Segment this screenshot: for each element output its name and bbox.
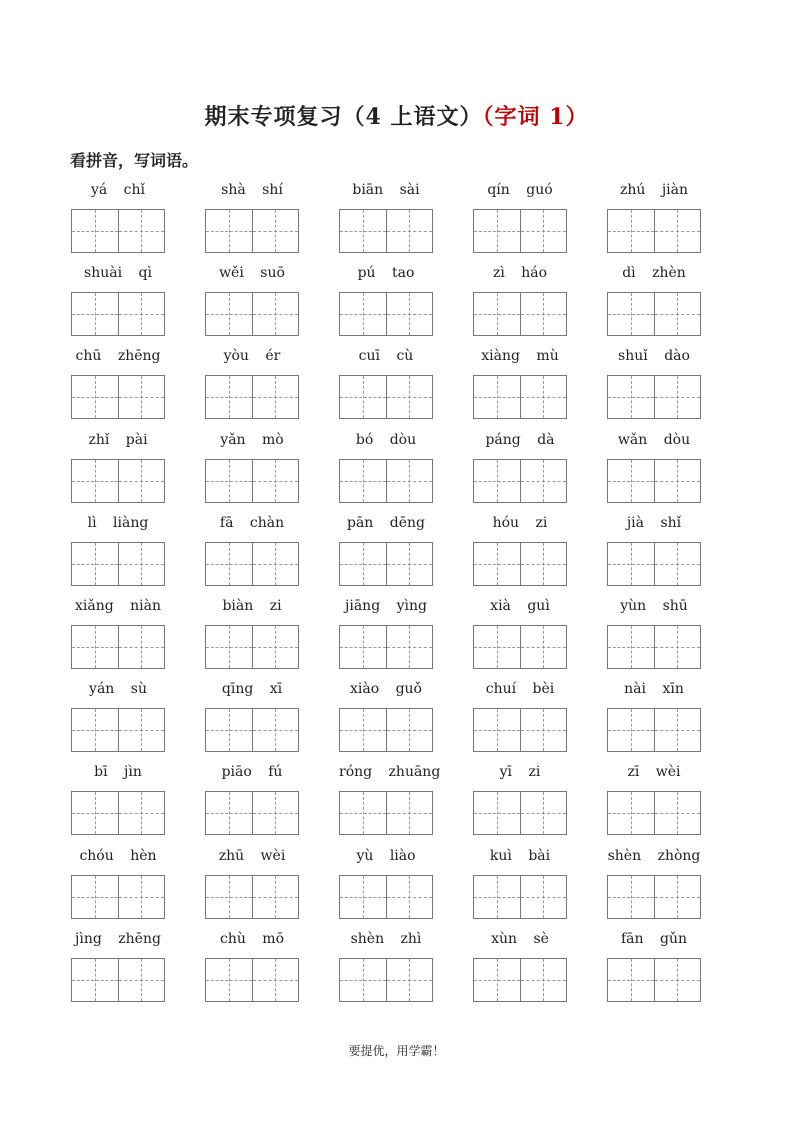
pinyin-label: fā chàn [219,515,285,531]
pinyin-label: cuī cù [358,348,414,364]
pinyin-label: shèn zhì [350,931,422,947]
character-box[interactable] [654,460,701,502]
writing-box-pair[interactable] [607,958,701,1002]
writing-box-pair[interactable] [473,958,567,1002]
character-box[interactable] [72,876,118,918]
word-cell [71,182,165,202]
character-box[interactable] [520,293,567,335]
character-box[interactable] [654,376,701,418]
writing-box-pair[interactable] [205,542,299,586]
writing-box-pair[interactable] [339,292,433,336]
pinyin-label: xiào guǒ [349,681,422,697]
word-cell [607,182,701,202]
character-box[interactable] [386,293,433,335]
page-title [0,100,793,131]
word-cell [607,848,701,868]
writing-box-pair[interactable] [339,625,433,669]
word-cell [71,348,165,368]
writing-box-pair[interactable] [71,791,165,835]
writing-box-pair[interactable] [473,875,567,919]
character-box[interactable] [608,709,654,751]
writing-box-pair[interactable] [205,708,299,752]
character-box[interactable] [252,792,299,834]
character-box[interactable] [654,210,701,252]
character-box[interactable] [206,543,252,585]
word-cell [339,265,433,285]
word-cell [473,515,567,535]
pinyin-label: chù mō [219,931,285,947]
writing-box-pair[interactable] [339,791,433,835]
character-box[interactable] [474,460,520,502]
writing-box-pair[interactable] [71,958,165,1002]
character-box[interactable] [72,376,118,418]
word-cell [205,265,299,285]
character-box[interactable] [340,210,386,252]
character-box[interactable] [608,626,654,668]
pinyin-label: lì liàng [87,515,149,531]
character-box[interactable] [608,460,654,502]
character-box[interactable] [608,792,654,834]
pinyin-label: fān gǔn [621,931,687,947]
pinyin-label: shuài qì [84,265,152,281]
writing-box-pair[interactable] [71,625,165,669]
word-cell [607,598,701,618]
pinyin-label: bó dòu [355,432,417,448]
character-box[interactable] [608,543,654,585]
word-cell [607,348,701,368]
word-cell [205,182,299,202]
writing-box-pair[interactable] [607,209,701,253]
writing-box-pair[interactable] [71,292,165,336]
writing-box-pair[interactable] [205,875,299,919]
word-cell [205,515,299,535]
character-box[interactable] [206,876,252,918]
writing-box-pair[interactable] [71,875,165,919]
word-cell [71,764,165,784]
writing-box-pair[interactable] [607,708,701,752]
pinyin-label: xiàng mù [481,348,559,364]
instruction: 看拼音，写词语。 [70,151,199,170]
pinyin-label: hóu zi [492,515,548,531]
pinyin-label: shèn zhòng [607,848,701,864]
character-box[interactable] [72,626,118,668]
character-box[interactable] [520,876,567,918]
character-box[interactable] [118,210,165,252]
character-box[interactable] [608,293,654,335]
word-cell [339,931,433,951]
pinyin-label: pú tao [357,265,415,281]
pinyin-label: róng zhuāng [339,764,441,780]
writing-box-pair[interactable] [339,542,433,586]
character-box[interactable] [520,709,567,751]
writing-box-pair[interactable] [205,459,299,503]
word-cell [205,348,299,368]
word-cell [339,764,441,784]
writing-box-pair[interactable] [71,459,165,503]
character-box[interactable] [386,376,433,418]
pinyin-label: nài xīn [624,681,684,697]
character-box[interactable] [386,543,433,585]
pinyin-label: yán sù [89,681,147,697]
character-box[interactable] [654,792,701,834]
character-box[interactable] [386,210,433,252]
character-box[interactable] [340,959,386,1001]
character-box[interactable] [206,210,252,252]
word-cell [473,681,567,701]
writing-box-pair[interactable] [205,791,299,835]
character-box[interactable] [474,792,520,834]
pinyin-label: yòu ér [223,348,281,364]
character-box[interactable] [386,959,433,1001]
character-box[interactable] [520,959,567,1001]
character-box[interactable] [252,460,299,502]
word-cell [71,515,165,535]
character-box[interactable] [608,376,654,418]
pinyin-label: piāo fú [221,764,283,780]
writing-box-pair[interactable] [339,708,433,752]
pinyin-label: zī wèi [627,764,681,780]
word-cell [607,432,701,452]
word-cell [205,848,299,868]
character-box[interactable] [118,876,165,918]
writing-box-pair[interactable] [473,459,567,503]
character-box[interactable] [608,876,654,918]
writing-box-pair[interactable] [473,542,567,586]
writing-box-pair[interactable] [607,791,701,835]
pinyin-label: zhū wèi [218,848,286,864]
character-box[interactable] [340,293,386,335]
character-box[interactable] [72,792,118,834]
character-box[interactable] [520,376,567,418]
pinyin-label: yǎn mò [220,432,284,448]
character-box[interactable] [474,543,520,585]
character-box[interactable] [252,543,299,585]
character-box[interactable] [72,959,118,1001]
pinyin-label: kuì bài [489,848,551,864]
pinyin-label: xùn sè [491,931,549,947]
word-cell [205,598,299,618]
character-box[interactable] [206,376,252,418]
character-box[interactable] [252,709,299,751]
character-box[interactable] [206,293,252,335]
word-cell [473,348,567,368]
writing-box-pair[interactable] [473,209,567,253]
pinyin-label: jiāng yìng [345,598,427,614]
writing-box-pair[interactable] [473,625,567,669]
character-box[interactable] [340,792,386,834]
character-box[interactable] [252,876,299,918]
writing-box-pair[interactable] [607,625,701,669]
writing-box-pair[interactable] [205,292,299,336]
writing-box-pair[interactable] [607,459,701,503]
character-box[interactable] [474,709,520,751]
word-cell [607,265,701,285]
character-box[interactable] [252,959,299,1001]
pinyin-label: chóu hèn [79,848,157,864]
character-box[interactable] [608,210,654,252]
character-box[interactable] [474,876,520,918]
character-box[interactable] [252,376,299,418]
pinyin-label: xiǎng niàn [74,598,161,614]
word-cell [473,182,567,202]
word-cell [205,681,299,701]
pinyin-label: shuǐ dào [618,348,690,364]
pinyin-label: zhǐ pài [88,432,148,448]
pinyin-label: wǎn dòu [617,432,691,448]
character-box[interactable] [206,709,252,751]
pinyin-label: qīng xī [221,681,283,697]
writing-box-pair[interactable] [473,375,567,419]
word-cell [71,848,165,868]
word-cell [205,432,299,452]
character-box[interactable] [474,959,520,1001]
word-cell [607,681,701,701]
character-box[interactable] [386,709,433,751]
word-cell [607,931,701,951]
character-box[interactable] [206,626,252,668]
word-cell [205,931,299,951]
pinyin-label: zì háo [492,265,548,281]
character-box[interactable] [386,792,433,834]
character-box[interactable] [654,543,701,585]
writing-box-pair[interactable] [339,209,433,253]
word-cell [71,931,165,951]
pinyin-label: yī zi [499,764,541,780]
word-cell [473,848,567,868]
character-box[interactable] [72,210,118,252]
character-box[interactable] [340,876,386,918]
pinyin-label: dì zhèn [622,265,686,281]
word-cell [339,515,433,535]
character-box[interactable] [72,293,118,335]
character-box[interactable] [474,376,520,418]
word-cell [473,931,567,951]
pinyin-label: chuí bèi [485,681,555,697]
pinyin-label: biàn zi [222,598,282,614]
word-cell [71,265,165,285]
character-box[interactable] [118,293,165,335]
word-cell [339,182,433,202]
character-box[interactable] [340,626,386,668]
character-box[interactable] [206,460,252,502]
word-cell [205,764,299,784]
character-box[interactable] [72,543,118,585]
character-box[interactable] [386,460,433,502]
character-box[interactable] [206,792,252,834]
character-box[interactable] [118,709,165,751]
writing-box-pair[interactable] [71,209,165,253]
word-cell [339,598,433,618]
character-box[interactable] [474,626,520,668]
writing-box-pair[interactable] [339,375,433,419]
character-box[interactable] [654,293,701,335]
word-cell [473,432,567,452]
writing-box-pair[interactable] [71,708,165,752]
writing-box-pair[interactable] [607,875,701,919]
pinyin-label: pān dēng [346,515,425,531]
character-box[interactable] [654,626,701,668]
character-box[interactable] [118,460,165,502]
word-cell [473,764,567,784]
character-box[interactable] [654,959,701,1001]
character-box[interactable] [72,460,118,502]
character-box[interactable] [118,959,165,1001]
title-highlight: （字词 1） [482,104,589,130]
character-box[interactable] [340,543,386,585]
pinyin-label: shà shí [221,182,283,198]
writing-box-pair[interactable] [607,292,701,336]
word-cell [339,681,433,701]
pinyin-label: jià shǐ [626,515,682,531]
word-cell [71,598,165,618]
character-box[interactable] [118,376,165,418]
writing-box-pair[interactable] [339,875,433,919]
character-box[interactable] [654,876,701,918]
character-box[interactable] [474,293,520,335]
writing-box-pair[interactable] [607,542,701,586]
writing-box-pair[interactable] [71,375,165,419]
writing-box-pair[interactable] [205,958,299,1002]
pinyin-label: yù liào [356,848,416,864]
pinyin-label: páng dà [485,432,555,448]
word-cell [339,348,433,368]
writing-box-pair[interactable] [71,542,165,586]
writing-box-pair[interactable] [205,209,299,253]
character-box[interactable] [474,210,520,252]
word-cell [473,265,567,285]
character-box[interactable] [520,210,567,252]
character-box[interactable] [520,626,567,668]
pinyin-label: wěi suō [219,265,285,281]
character-box[interactable] [118,543,165,585]
writing-box-pair[interactable] [339,958,433,1002]
character-box[interactable] [520,460,567,502]
page-footer: 要提优，用学霸！ [348,1044,445,1058]
word-cell [473,598,567,618]
title-main: 期末专项复习（4 上语文） [204,104,483,130]
writing-box-pair[interactable] [205,375,299,419]
word-cell [607,515,701,535]
character-box[interactable] [252,626,299,668]
word-cell [71,432,165,452]
character-box[interactable] [520,543,567,585]
writing-box-pair[interactable] [205,625,299,669]
writing-box-pair[interactable] [473,708,567,752]
pinyin-label: xià guì [490,598,550,614]
pinyin-label: jìng zhēng [75,931,161,947]
pinyin-label: yùn shū [620,598,688,614]
writing-box-pair[interactable] [339,459,433,503]
writing-box-pair[interactable] [473,292,567,336]
character-box[interactable] [520,792,567,834]
word-cell [71,681,165,701]
pinyin-label: bī jìn [94,764,142,780]
character-box[interactable] [608,959,654,1001]
pinyin-label: chū zhēng [75,348,161,364]
character-box[interactable] [340,460,386,502]
pinyin-label: biān sài [352,182,420,198]
word-cell [339,848,433,868]
pinyin-label: zhú jiàn [619,182,689,198]
character-box[interactable] [386,626,433,668]
character-box[interactable] [118,626,165,668]
character-box[interactable] [252,293,299,335]
pinyin-label: qín guó [487,182,553,198]
character-box[interactable] [118,792,165,834]
word-cell [339,432,433,452]
writing-box-pair[interactable] [473,791,567,835]
character-box[interactable] [206,959,252,1001]
word-cell [607,764,701,784]
character-box[interactable] [340,709,386,751]
pinyin-label: yá chǐ [90,182,146,198]
writing-box-pair[interactable] [607,375,701,419]
character-box[interactable] [252,210,299,252]
character-box[interactable] [386,876,433,918]
character-box[interactable] [340,376,386,418]
character-box[interactable] [72,709,118,751]
character-box[interactable] [654,709,701,751]
